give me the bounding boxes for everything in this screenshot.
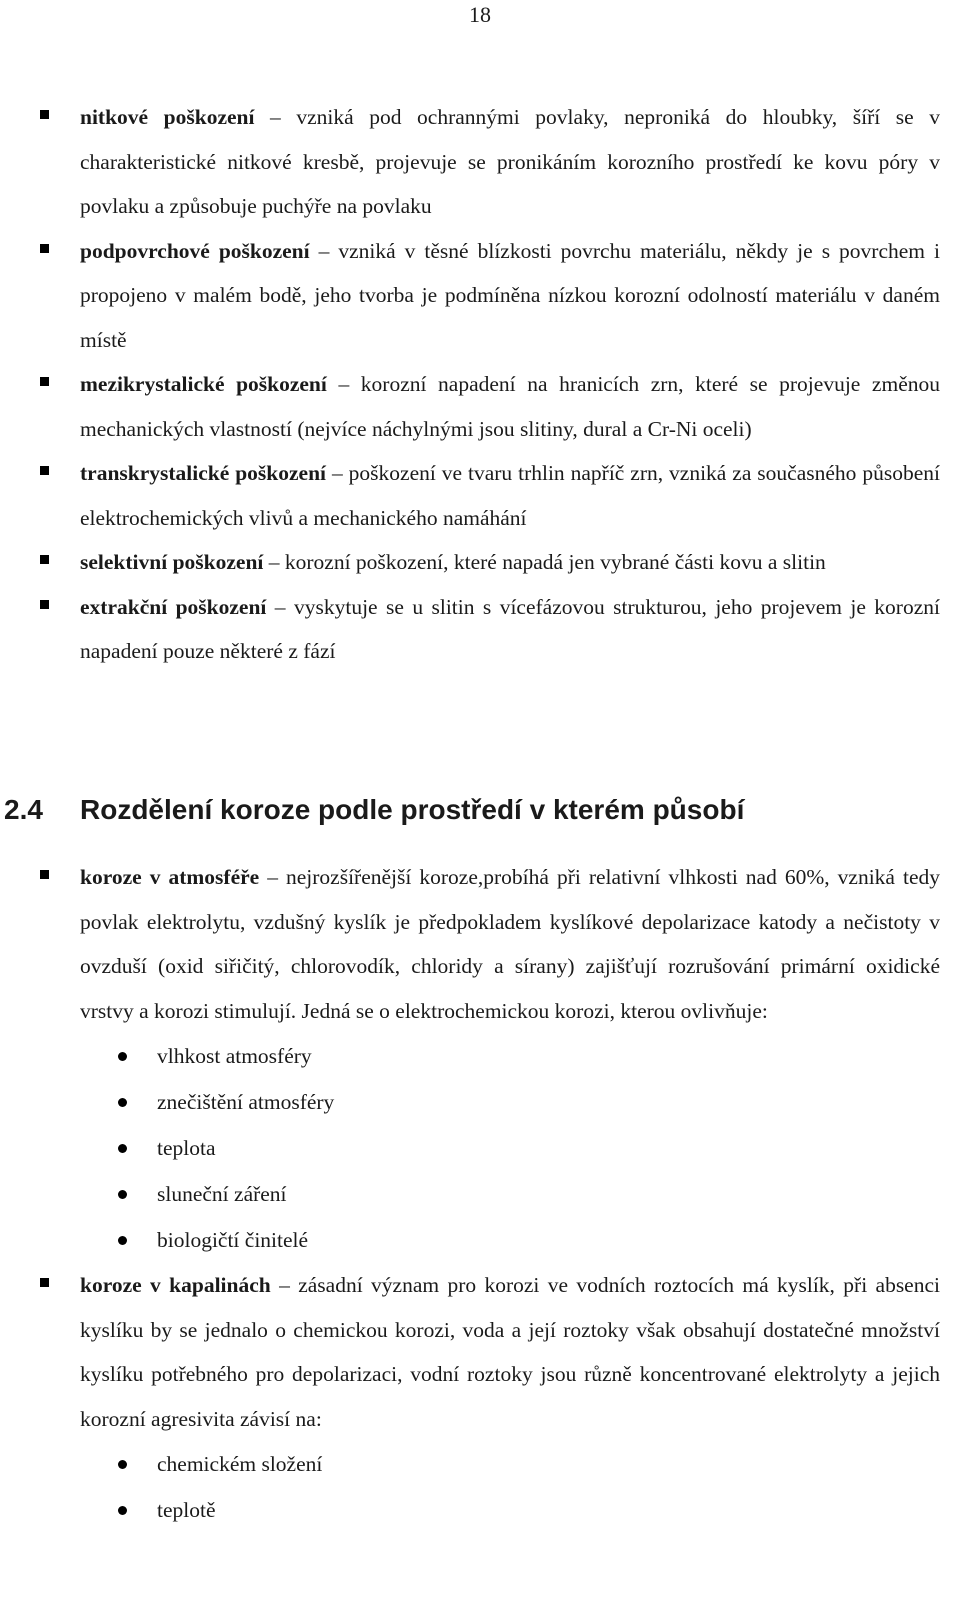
round-bullet-icon	[118, 1190, 127, 1199]
square-bullet-icon	[40, 1278, 49, 1287]
list-item	[0, 362, 960, 451]
term: extrakční poškození	[80, 594, 267, 619]
list-item-text	[80, 229, 940, 363]
factor-item: biologičtí činitelé	[0, 1217, 960, 1263]
list-item-text	[80, 855, 940, 1033]
list-item-text	[80, 540, 940, 585]
list-item	[0, 451, 960, 540]
term: koroze v kapalinách	[80, 1273, 271, 1297]
factor-item: znečištění atmosféry	[0, 1079, 960, 1125]
round-bullet-icon	[118, 1098, 127, 1107]
round-bullet-icon	[118, 1460, 127, 1469]
list-item	[0, 1263, 960, 1441]
square-bullet-icon	[40, 377, 49, 386]
term: nitkové poškození	[80, 105, 255, 129]
term: selektivní poškození	[80, 550, 264, 574]
square-bullet-icon	[40, 244, 49, 253]
square-bullet-icon	[40, 466, 49, 475]
definition: – korozní napadení na hranicích zrn, které se projevuje změnou mechanických vlastností (nejvíce náchylnými jsou slitiny, dural a Cr-Ni oceli)	[80, 372, 940, 441]
factor-item: teplotě	[0, 1487, 960, 1533]
definition: – korozní poškození, které napadá jen vybrané části kovu a slitin	[263, 550, 826, 574]
page-number: 18	[469, 2, 491, 27]
factor-item: chemickém složení	[0, 1441, 960, 1487]
damage-list	[0, 95, 960, 674]
factor-item: sluneční záření	[0, 1171, 960, 1217]
round-bullet-icon	[118, 1052, 127, 1061]
square-bullet-icon	[40, 870, 49, 879]
definition: – nejrozšířenější koroze,probíhá při relativní vlhkosti nad 60%, vzniká tedy povlak elektrolytu, vzdušný kyslík je předpokladem kyslíkové depolarizace katody a nečistoty v ovzduší (oxid siřičitý, chlorovodík, chloridy a sírany) zajišťují rozrušování primární oxidické vrstvy a korozi stimulují. Jedná se o elektrochemickou korozi, kterou ovlivňuje:	[80, 865, 941, 1023]
square-bullet-icon	[40, 600, 49, 609]
factor-item: teplota	[0, 1125, 960, 1171]
section-number: 2.4	[4, 794, 43, 825]
term: koroze v atmosféře	[80, 865, 260, 889]
round-bullet-icon	[118, 1506, 127, 1515]
list-item	[0, 855, 960, 1033]
square-bullet-icon	[40, 110, 49, 119]
list-item	[0, 229, 960, 363]
term: mezikrystalické poškození	[80, 372, 327, 396]
definition: – vzniká v těsné blízkosti povrchu materiálu, někdy je s povrchem i propojeno v malém bodě, jeho tvorba je podmíněna nízkou korozní odolností materiálu v daném místě	[80, 238, 940, 352]
list-item	[0, 95, 960, 229]
factor-list	[0, 1033, 960, 1263]
definition: – vyskytuje se u slitin s vícefázovou strukturou, jeho projevem je korozní napadení pouze některé z fází	[80, 594, 940, 663]
definition: – vzniká pod ochrannými povlaky, neproniká do hloubky, šíří se v charakteristické nitkové kresbě, projevuje se pronikáním korozního prostředí ke kovu póry v povlaku a způsobuje puchýře na povlaku	[80, 105, 940, 218]
round-bullet-icon	[118, 1144, 127, 1153]
term: podpovrchové poškození	[80, 238, 310, 263]
round-bullet-icon	[118, 1236, 127, 1245]
list-item	[0, 585, 960, 674]
list-item-text	[80, 1263, 940, 1441]
definition: – zásadní význam pro korozi ve vodních roztocích má kyslík, při absenci kyslíku by se jednalo o chemickou korozi, voda a její roztoky však obsahují dostatečné množství kyslíku potřebného pro depolarizaci, vodní roztoky jsou různě koncentrované elektrolyty a jejich korozní agresivita závisí na:	[80, 1273, 940, 1431]
term: transkrystalické poškození	[80, 461, 327, 485]
environment-list	[0, 855, 960, 1533]
factor-list	[0, 1441, 960, 1533]
factor-item: vlhkost atmosféry	[0, 1033, 960, 1079]
definition: – poškození ve tvaru trhlin napříč zrn, vzniká za současného působení elektrochemických vlivů a mechanického namáhání	[80, 461, 940, 530]
section-title: Rozdělení koroze podle prostředí v kterém působí	[80, 794, 745, 825]
list-item-text	[80, 451, 940, 540]
list-item	[0, 540, 960, 585]
list-item-text	[80, 95, 940, 229]
list-item-text	[80, 585, 940, 674]
square-bullet-icon	[40, 555, 49, 564]
list-item-text	[80, 362, 940, 451]
